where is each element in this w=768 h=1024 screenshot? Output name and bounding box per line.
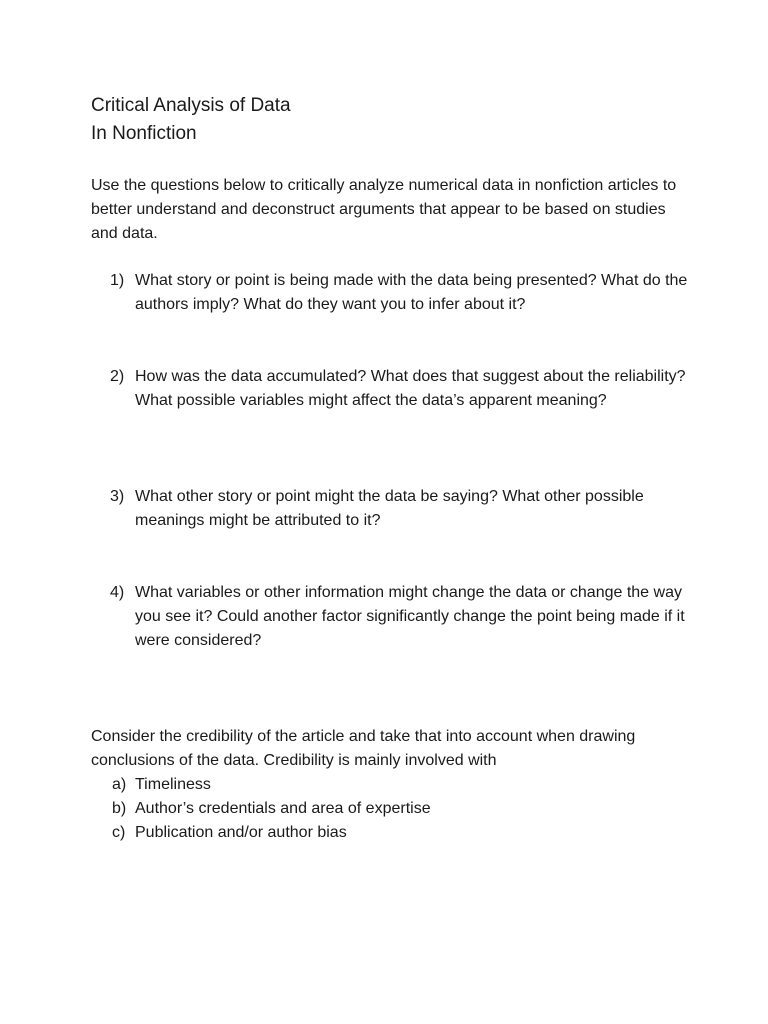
list-marker: b) <box>112 800 127 817</box>
question-item <box>110 485 690 533</box>
list-marker: c) <box>112 824 126 841</box>
question-text: How was the data accumulated? What does that suggest about the reliability? What possible variables might affect the data’s apparent meaning? <box>135 368 686 409</box>
question-text: What other story or point might the data be saying? What other possible meanings might be attributed to it? <box>135 488 644 529</box>
list-label: Author’s credentials and area of expertise <box>135 800 431 817</box>
question-number: 1) <box>110 272 125 289</box>
intro-paragraph: Use the questions below to critically analyze numerical data in nonfiction articles to better understand and deconstruct arguments that appear to be based on studies and data. <box>91 177 677 242</box>
list-label: Publication and/or author bias <box>135 824 347 841</box>
question-item <box>110 581 690 653</box>
question-item <box>110 365 690 413</box>
list-marker: a) <box>112 776 127 793</box>
title-line-2: In Nonfiction <box>91 123 197 144</box>
question-text: What story or point is being made with the data being presented? What do the authors imply? What do they want you to infer about it? <box>135 272 688 313</box>
question-text: What variables or other information might change the data or change the way you see it? Could another factor significantly change the point being made if it were considered? <box>135 584 685 649</box>
question-number: 4) <box>110 584 125 601</box>
question-number: 3) <box>110 488 125 505</box>
title-line-1: Critical Analysis of Data <box>91 95 291 116</box>
closing-paragraph: Consider the credibility of the article and take that into account when drawing conclusions of the data. Credibility is mainly involved with <box>91 728 636 769</box>
question-number: 2) <box>110 368 125 385</box>
question-item <box>110 269 690 317</box>
document-title <box>91 92 291 148</box>
list-label: Timeliness <box>135 776 211 793</box>
